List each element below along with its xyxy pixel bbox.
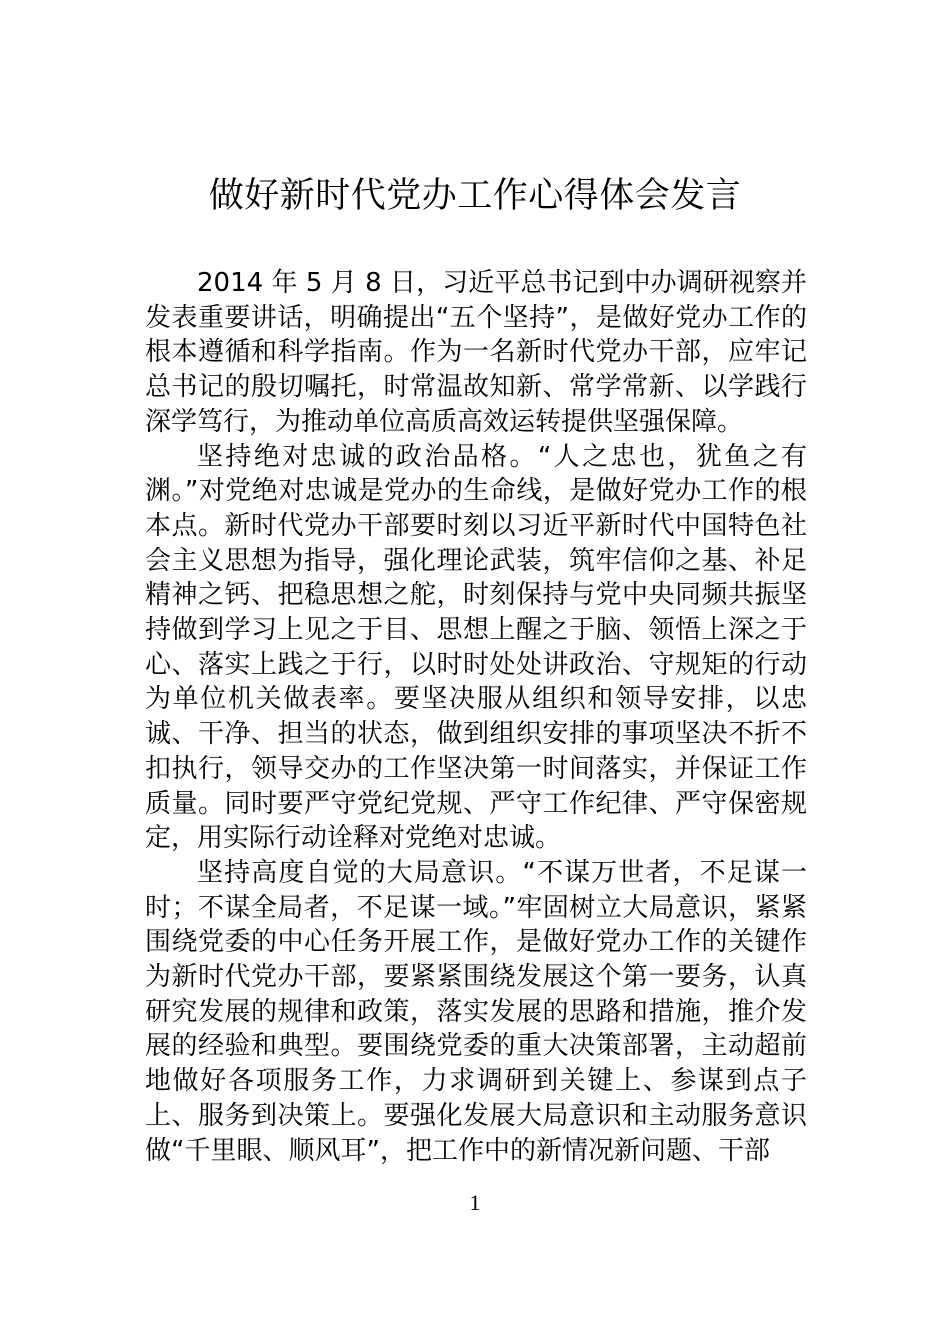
paragraph-intro: 2014 年 5 月 8 日，习近平总书记到中办调研视察并发表重要讲话，明确提出“五个坚持”，是做好党办工作的根本遵循和科学指南。作为一名新时代党办干部，应牢记总书记的殷切嘱托，时常温故知新、常学常新、以学践行深学笃行，为推动单位高质高效运转提供坚强保障。 xyxy=(145,268,807,437)
paragraph-big-picture: 坚持高度自觉的大局意识。“不谋万世者，不足谋一时；不谋全局者，不足谋一域。”牢固树立大局意识，紧紧围绕党委的中心任务开展工作，是做好党办工作的关键作为新时代党办干部，要紧紧围绕发展这个第一要务，认真研究发展的规律和政策，落实发展的思路和措施，推介发展的经验和典型。要围绕党委的重大决策部署，主动超前地做好各项服务工作，力求调研到关键上、参谋到点子上、服务到决策上。要强化发展大局意识和主动服务意识做“千里眼、顺风耳”，把工作中的新情况新问题、干部 xyxy=(145,857,807,1166)
document-title: 做好新时代党办工作心得体会发言 xyxy=(208,176,742,216)
document-body xyxy=(145,266,807,1168)
page-number: 1 xyxy=(469,1190,481,1215)
paragraph-loyalty: 坚持绝对忠诚的政治品格。“人之忠也，犹鱼之有渊。”对党绝对忠诚是党办的生命线，是做好党办工作的根本点。新时代党办干部要时刻以习近平新时代中国特色社会主义思想为指导，强化理论武装，筑牢信仰之基、补足精神之钙、把稳思想之舵，时刻保持与党中央同频共振坚持做到学习上见之于目、思想上醒之于脑、领悟上深之于心、落实上践之于行，以时时处处讲政治、守规矩的行动为单位机关做表率。要坚决服从组织和领导安排，以忠诚、干净、担当的状态，做到组织安排的事项坚决不折不扣执行，领导交办的工作坚决第一时间落实，并保证工作质量。同时要严守党纪党规、严守工作纪律、严守保密规定，用实际行动诠释对党绝对忠诚。 xyxy=(145,441,807,854)
